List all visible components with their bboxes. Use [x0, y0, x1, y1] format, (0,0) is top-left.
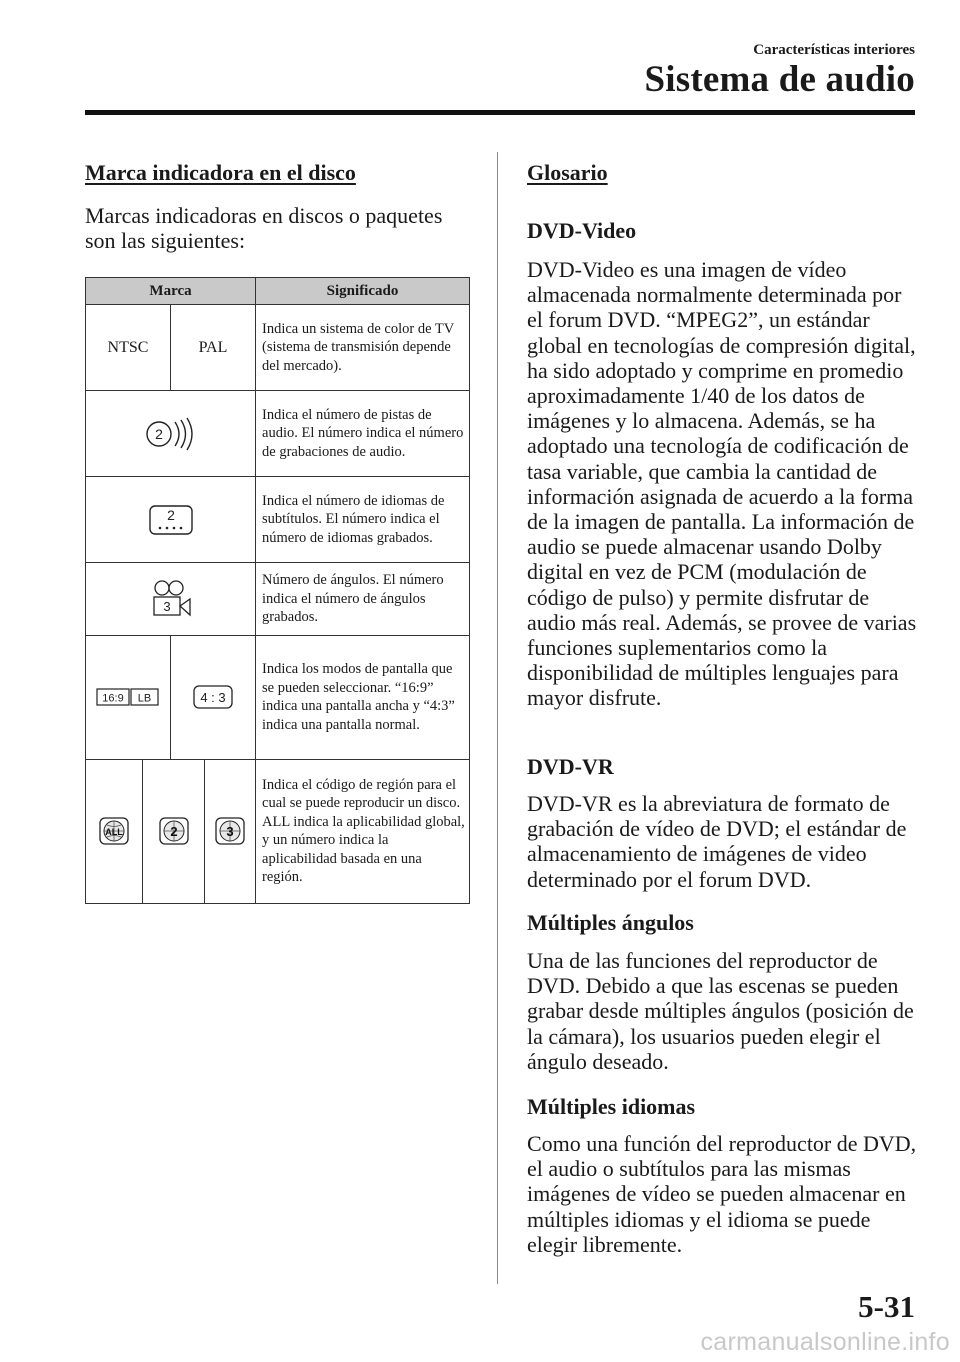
- angles-number: 3: [162, 598, 171, 614]
- glossary-term-dvd-video: DVD-Video: [527, 218, 637, 243]
- meaning-audio-tracks: Indica el número de pistas de audio. El número indica el número de grabaciones de audio.: [256, 391, 470, 477]
- ratio-169-label: 16:9: [102, 692, 124, 705]
- glossary-term-multi-angle: Múltiples ángulos: [527, 910, 694, 935]
- watermark: carmanualsonline.info: [700, 1328, 950, 1356]
- ratio-43-label: 4 : 3: [200, 690, 226, 705]
- region-all-label: ALL: [105, 827, 123, 837]
- glossary-term-multi-language: Múltiples idiomas: [527, 1094, 696, 1119]
- mark-pal: PAL: [171, 305, 256, 391]
- table-row: [86, 563, 470, 636]
- camera-angles-icon: [148, 578, 194, 620]
- chapter-label: Características interiores: [753, 42, 915, 58]
- region-2-cell: [143, 759, 205, 903]
- page-title: Sistema de audio: [644, 59, 915, 100]
- region-3-cell: [205, 759, 256, 903]
- subtitles-number: 2: [166, 506, 175, 523]
- column-header-mark: Marca: [86, 278, 256, 305]
- subtitles-cell: [86, 477, 256, 563]
- meaning-tv-system: Indica un sistema de color de TV (sistema de transmisión depende del mercado).: [256, 305, 470, 391]
- normal-screen-icon: [191, 682, 235, 712]
- glossary-text-dvd-video: DVD-Video es una imagen de vídeo almacenada normalmente determinada por el forum DVD. “MPEG2”, un estándar global en tecnologías de compresión digital, ha sido adoptado y comprime en promedio aproximadamente 1/40 de los datos de imágenes y lo almacena. Además, se ha adoptado una tecnología de codificación de tasa variable, que cambia la cantidad de información asignada de acuerdo a la forma de la imagen de pantalla. La información de audio se puede almacenar usando Dolby digital en vez de PCM (modulación de código de pulso) y permite disfrutar de audio más real. Además, se provee de varias funciones suplementarios como la disponibilidad de múltiples lenguajes para mayor disfrute.: [527, 257, 917, 711]
- widescreen-cell: [86, 635, 171, 759]
- header-rule: [85, 110, 915, 115]
- glossary-term-dvd-vr: DVD-VR: [527, 754, 614, 779]
- section-heading-glossary: Glosario: [527, 160, 608, 185]
- region-all-cell: [86, 759, 143, 903]
- region-3-label: 3: [226, 824, 234, 839]
- marks-intro: Marcas indicadoras en discos o paquetes son las siguientes:: [85, 203, 443, 254]
- column-divider: [497, 152, 498, 1284]
- subtitles-icon: [147, 502, 195, 538]
- table-row: [86, 391, 470, 477]
- region-2-label: 2: [169, 824, 178, 839]
- table-row: [86, 759, 470, 903]
- table-header-row: [86, 278, 470, 305]
- meaning-angles: Número de ángulos. El número indica el número de ángulos grabados.: [256, 563, 470, 636]
- disc-marks-table: [85, 277, 470, 904]
- audio-tracks-cell: [86, 391, 256, 477]
- letterbox-label: LB: [137, 692, 152, 705]
- region-3-globe-icon: [214, 816, 246, 846]
- meaning-region-code: Indica el código de región para el cual se puede reproducir un disco. ALL indica la aplicabilidad global, y un número indica la aplicabilidad basada en una región.: [256, 759, 470, 903]
- widescreen-icon: [96, 686, 160, 708]
- table-row: [86, 305, 470, 391]
- meaning-screen-modes: Indica los modos de pantalla que se pueden seleccionar. “16:9” indica una pantalla ancha y “4:3” indica una pantalla normal.: [256, 635, 470, 759]
- meaning-subtitles: Indica el número de idiomas de subtítulos. El número indica el número de idiomas grabados.: [256, 477, 470, 563]
- glossary-text-multi-language: Como una función del reproductor de DVD, el audio o subtítulos para las mismas imágenes de vídeo se pueden almacenar en múltiples idiomas y el idioma se puede elegir libremente.: [527, 1131, 917, 1257]
- page-number: 5-31: [858, 1289, 915, 1324]
- table-row: [86, 477, 470, 563]
- region-2-globe-icon: [158, 816, 190, 846]
- table-row: [86, 635, 470, 759]
- region-all-globe-icon: [98, 816, 130, 846]
- glossary-text-multi-angle: Una de las funciones del reproductor de DVD. Debido a que las escenas se pueden grabar desde múltiples ángulos (posición de la cámara), los usuarios pueden elegir el ángulo deseado.: [527, 948, 914, 1074]
- section-heading-marks: Marca indicadora en el disco: [85, 160, 356, 185]
- audio-tracks-icon: [141, 414, 201, 454]
- audio-tracks-number: 2: [154, 425, 163, 442]
- normal-screen-cell: [171, 635, 256, 759]
- glossary-text-dvd-vr: DVD-VR es la abreviatura de formato de grabación de vídeo de DVD; el estándar de almacenamiento de imágenes de video determinado por el forum DVD.: [527, 791, 907, 892]
- mark-ntsc: NTSC: [86, 305, 171, 391]
- angles-cell: [86, 563, 256, 636]
- column-header-meaning: Significado: [256, 278, 470, 305]
